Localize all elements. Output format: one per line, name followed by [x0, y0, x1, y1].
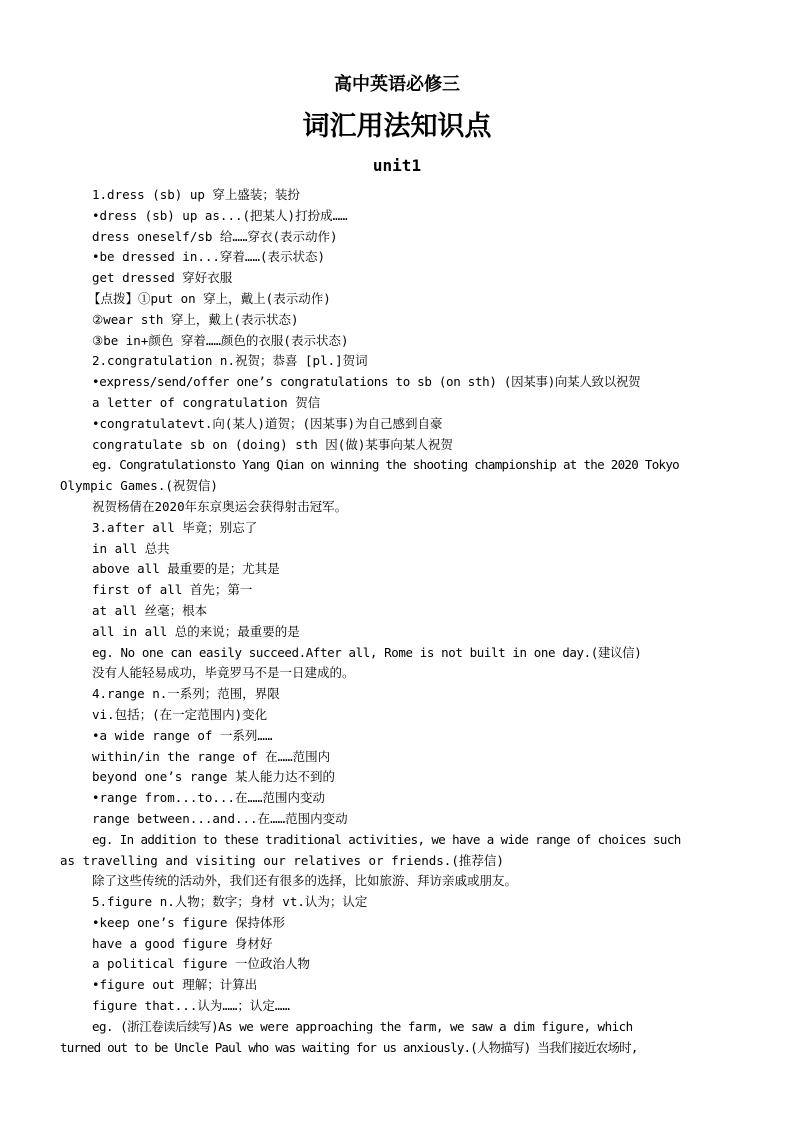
- text-line: a letter of congratulation 贺信: [92, 394, 321, 410]
- unit-heading: unit1: [372, 156, 422, 175]
- document-subtitle: 词汇用法知识点: [302, 111, 492, 142]
- text-line: 【点拨】①put on 穿上，戴上(表示动作): [88, 290, 331, 306]
- text-line: 祝贺杨倩在2020年东京奥运会获得射击冠军。: [92, 498, 348, 514]
- text-line: 4.range n.一系列；范围，界限: [92, 686, 280, 702]
- text-line: dress oneself/sb 给……穿衣(表示动作): [92, 228, 338, 244]
- text-line: eg. No one can easily succeed.After all, Rome is not built in one day.(建议信): [92, 644, 642, 660]
- text-line: turned out to be Uncle Paul who was waiting for us anxiously.(人物描写) 当我们接近农场时,: [60, 1039, 638, 1055]
- text-line: congratulate sb on (doing) sth 因(做)某事向某人祝贺: [92, 436, 453, 452]
- text-line: first of all 首先；第一: [92, 582, 253, 598]
- text-line: •a wide range of 一系列……: [92, 727, 273, 743]
- text-line: 除了这些传统的活动外，我们还有很多的选择，比如旅游、拜访亲戚或朋友。: [92, 873, 518, 889]
- text-line: 没有人能轻易成功，毕竟罗马不是一日建成的。: [92, 665, 355, 681]
- text-line: •be dressed in...穿着……(表示状态): [92, 249, 326, 265]
- text-line: a political figure 一位政治人物: [92, 956, 310, 972]
- text-line: get dressed 穿好衣服: [92, 270, 233, 286]
- text-line: •keep one’s figure 保持体形: [92, 914, 285, 930]
- text-line: 1.dress (sb) up 穿上盛装；装扮: [92, 187, 300, 202]
- text-line: ③be in+颜色 穿着……颜色的衣服(表示状态): [92, 332, 349, 348]
- text-line: all in all 总的来说；最重要的是: [92, 623, 300, 639]
- text-line: in all 总共: [92, 540, 170, 556]
- text-line: Olympic Games.(祝贺信): [60, 478, 218, 494]
- text-line: at all 丝毫；根本: [92, 602, 208, 618]
- text-line: within/in the range of 在……范围内: [92, 748, 331, 764]
- document-title: 高中英语必修三: [334, 74, 460, 95]
- document-body: [60, 185, 736, 1058]
- text-line: eg. Congratulationsto Yang Qian on winning the shooting championship at the 2020 Tokyo: [92, 457, 680, 473]
- text-line: ②wear sth 穿上，戴上(表示状态): [92, 311, 299, 327]
- text-line: •range from...to...在……范围内变动: [92, 790, 326, 806]
- text-line: have a good figure 身材好: [92, 935, 273, 951]
- text-line: •figure out 理解；计算出: [92, 977, 258, 993]
- text-line: figure that...认为……；认定……: [92, 998, 290, 1014]
- text-line: 5.figure n.人物；数字；身材 vt.认为；认定: [92, 894, 368, 910]
- text-line: •congratulatevt.向(某人)道贺；(因某事)为自己感到自豪: [92, 415, 443, 431]
- text-line: eg. In addition to these traditional activities, we have a wide range of choices such: [92, 831, 681, 847]
- text-line: range between...and...在……范围内变动: [92, 810, 348, 826]
- text-line: 2.congratulation n.祝贺；恭喜 [pl.]贺词: [92, 353, 368, 369]
- text-line: vi.包括；(在一定范围内)变化: [92, 706, 268, 722]
- text-line: as travelling and visiting our relatives or friends.(推荐信): [60, 852, 504, 868]
- text-line: eg. (浙江卷读后续写)As we were approaching the farm, we saw a dim figure, which: [92, 1018, 633, 1034]
- text-line: beyond one’s range 某人能力达不到的: [92, 769, 335, 785]
- text-line: •express/send/offer one’s congratulations to sb (on sth) (因某事)向某人致以祝贺: [92, 374, 641, 390]
- text-line: •dress (sb) up as...(把某人)打扮成……: [92, 207, 348, 223]
- text-line: above all 最重要的是；尤其是: [92, 561, 280, 577]
- text-line: 3.after all 毕竟；别忘了: [92, 519, 258, 535]
